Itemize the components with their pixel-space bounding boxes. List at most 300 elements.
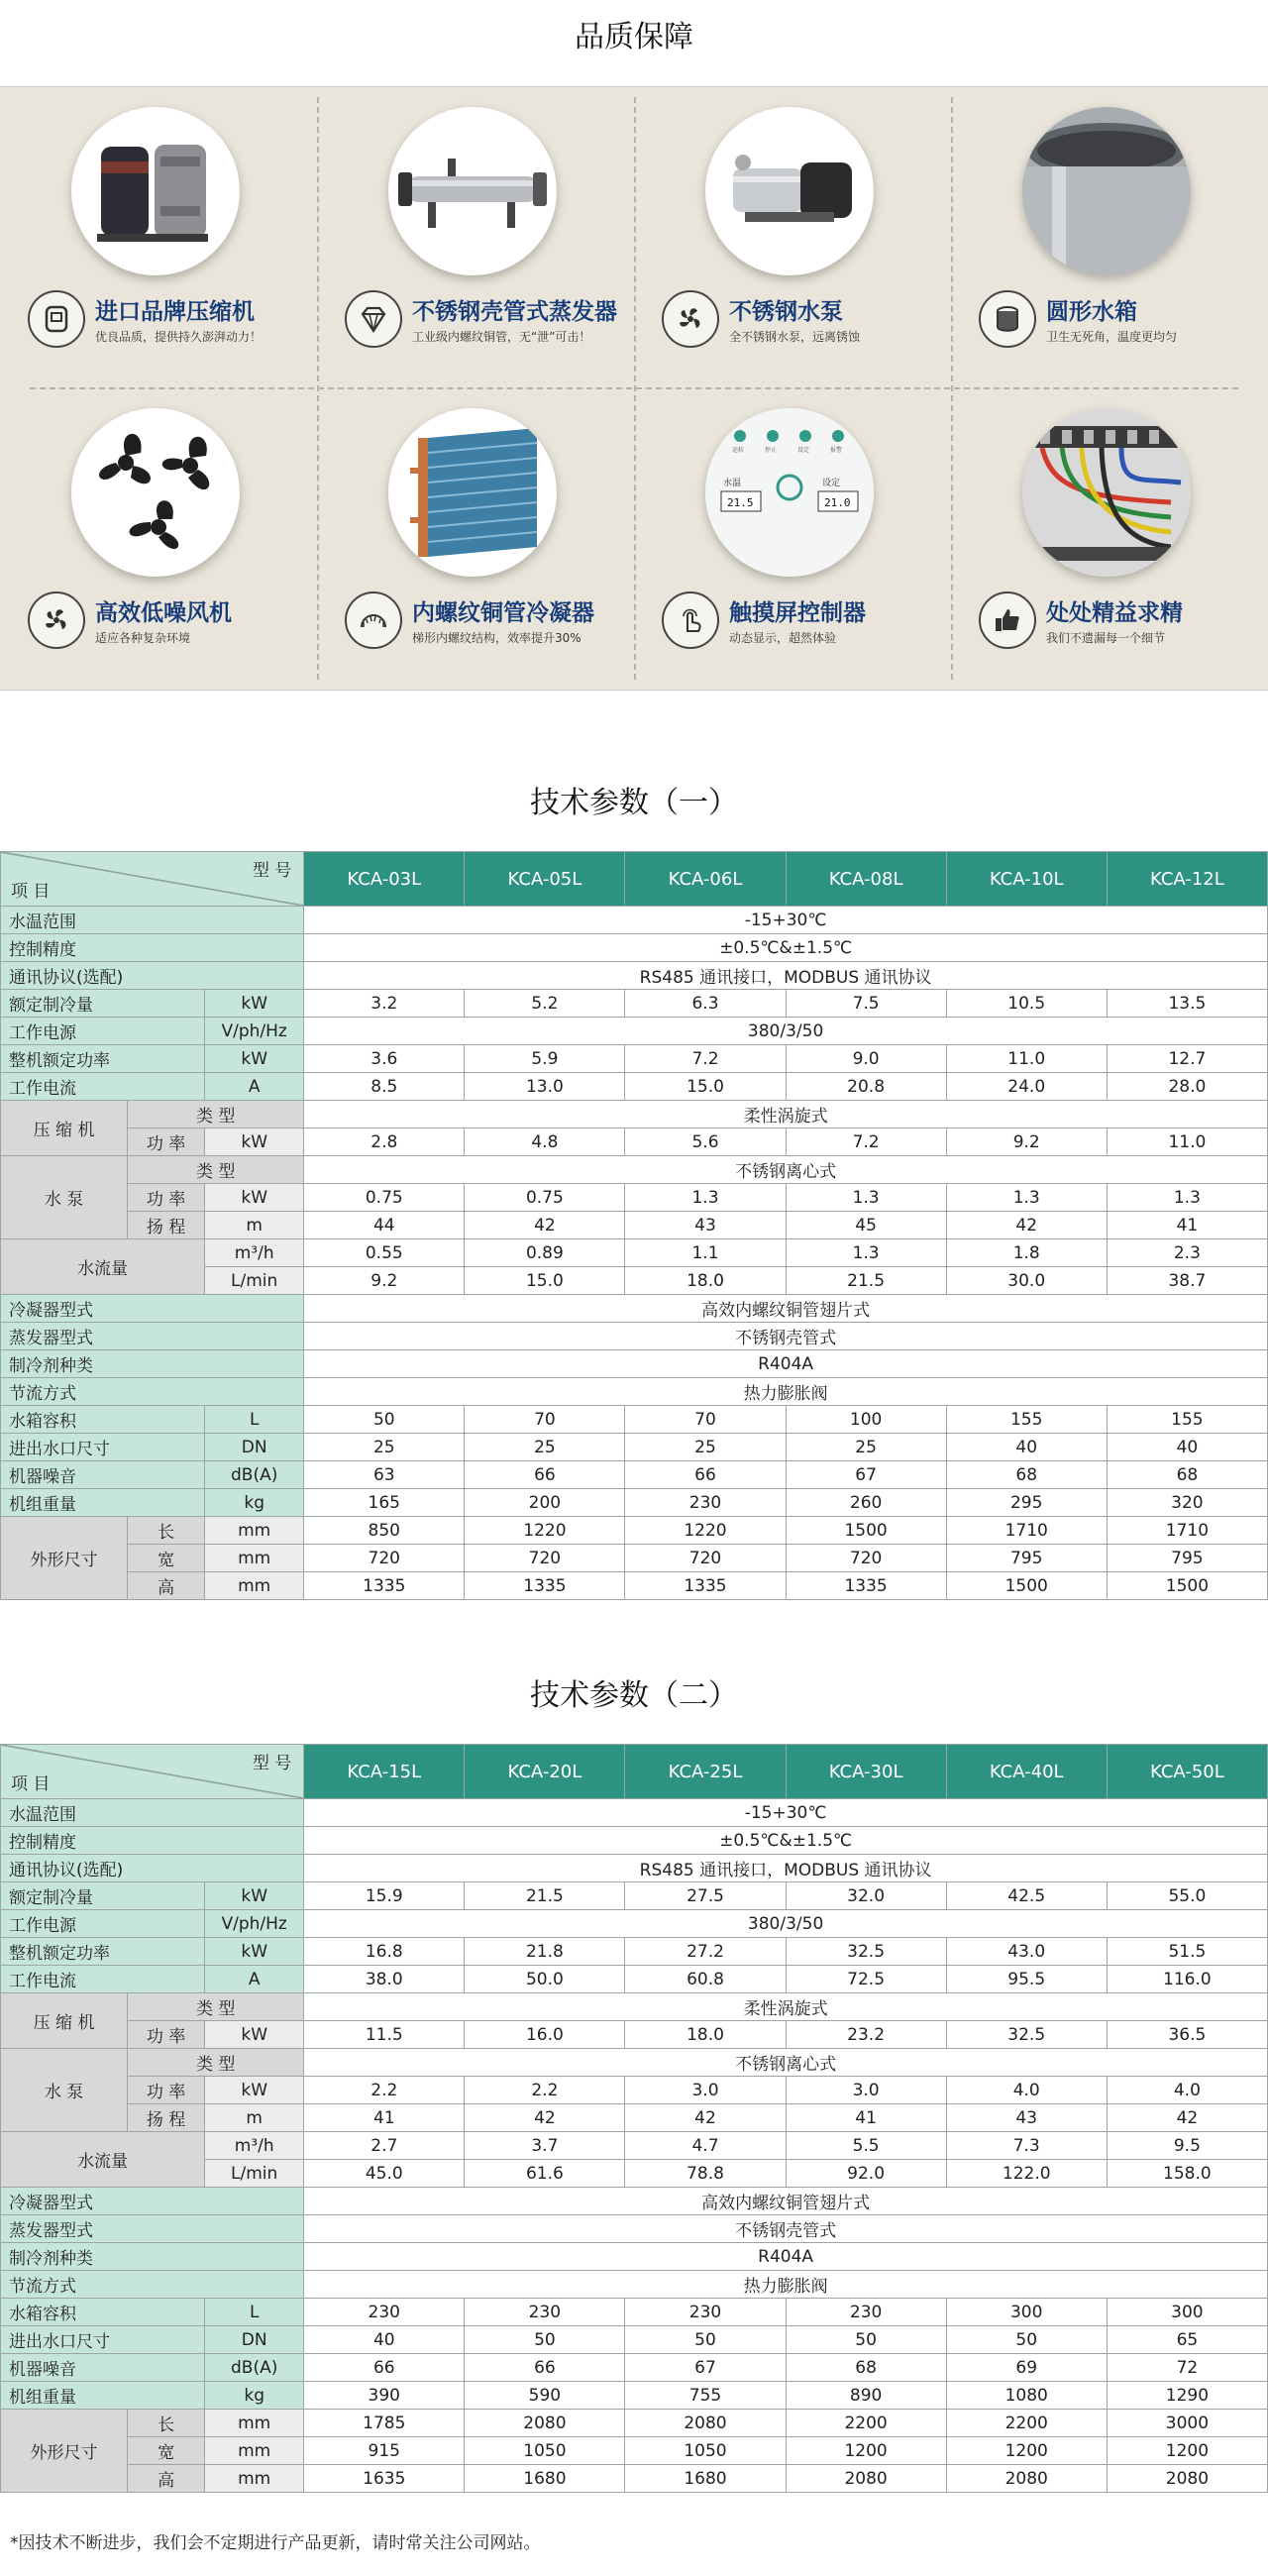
unit-cell: kW [205,1184,304,1212]
controller-button-label: 停止 [765,447,778,454]
value-cell: 25 [786,1434,946,1461]
sub-label: 高 [128,2465,205,2493]
value-cell: 4.0 [946,2077,1107,2104]
model-header-cell: KCA-05L [465,852,625,907]
value-cell: 95.5 [946,1966,1107,1993]
value-cell: 1500 [1107,1572,1267,1600]
group-label: 水流量 [1,2132,205,2188]
table-row [1,2049,1268,2077]
value-cell: 32.5 [946,2021,1107,2049]
compressor-icon [28,290,85,348]
table-row [1,1799,1268,1827]
table-row [1,1966,1268,1993]
value-cell: 1335 [786,1572,946,1600]
sub-label: 宽 [128,1545,205,1572]
value-cell: 2200 [786,2410,946,2437]
feature-compressor [0,87,317,384]
table-row [1,1910,1268,1938]
table-row [1,1572,1268,1600]
table-row [1,1350,1268,1378]
value-cell: 116.0 [1107,1966,1267,1993]
feature-desc: 我们不遗漏每一个细节 [1046,631,1166,645]
table-row [1,1461,1268,1489]
merged-value-cell: -15+30℃ [304,1799,1268,1827]
table-row [1,2271,1268,2299]
value-cell: 0.75 [304,1184,465,1212]
value-cell: 16.0 [465,2021,625,2049]
table-row [1,1434,1268,1461]
feature-tank [951,87,1268,384]
table-row [1,1406,1268,1434]
value-cell: 70 [465,1406,625,1434]
value-cell: 15.0 [625,1073,786,1101]
feature-title: 高效低噪风机 [95,600,232,626]
model-header-cell: KCA-03L [304,852,465,907]
value-cell: 155 [1107,1406,1267,1434]
value-cell: 43 [625,1212,786,1239]
feature-title: 处处精益求精 [1046,600,1183,626]
feature-desc: 动态显示，超然体验 [729,631,837,645]
item-header-label: 项 目 [11,882,51,902]
table-row [1,2021,1268,2049]
unit-cell: L [205,1406,304,1434]
table-row [1,1239,1268,1267]
value-cell: 720 [304,1545,465,1572]
value-cell: 42 [1107,2104,1267,2132]
feature-desc: 工业级内螺纹铜管，无“泄”可击！ [412,330,591,344]
unit-cell: A [205,1073,304,1101]
row-label: 控制精度 [1,1827,304,1855]
value-cell: 27.2 [625,1938,786,1966]
value-cell: 3000 [1107,2410,1267,2437]
unit-cell: mm [205,2437,304,2465]
table-row [1,1128,1268,1156]
value-cell: 1710 [1107,1517,1267,1545]
unit-cell: DN [205,2326,304,2354]
unit-cell: mm [205,2410,304,2437]
value-cell: 1680 [465,2465,625,2493]
row-label: 通讯协议(选配) [1,962,304,990]
value-cell: 28.0 [1107,1073,1267,1101]
value-cell: 1.3 [946,1184,1107,1212]
unit-cell: kg [205,1489,304,1517]
value-cell: 50 [304,1406,465,1434]
row-label: 机器噪音 [1,2354,205,2382]
controller-right-label: 设定 [822,479,841,488]
value-cell: 320 [1107,1489,1267,1517]
feature-evaporator [317,87,634,384]
value-cell: 41 [786,2104,946,2132]
merged-value-cell: 热力膨胀阀 [304,1378,1268,1406]
merged-value-cell: RS485 通讯接口，MODBUS 通讯协议 [304,962,1268,990]
value-cell: 21.8 [465,1938,625,1966]
value-cell: 2.7 [304,2132,465,2160]
row-label: 冷凝器型式 [1,2188,304,2215]
value-cell: 3.0 [786,2077,946,2104]
value-cell: 66 [304,2354,465,2382]
unit-cell: kW [205,2021,304,2049]
value-cell: 9.2 [304,1267,465,1295]
diamond-icon [345,290,402,348]
value-cell: 32.0 [786,1882,946,1910]
value-cell: 9.0 [786,1045,946,1073]
value-cell: 12.7 [1107,1045,1267,1073]
value-cell: 7.2 [625,1045,786,1073]
merged-value-cell: 不锈钢壳管式 [304,1323,1268,1350]
value-cell: 68 [1107,1461,1267,1489]
merged-value-cell: 不锈钢壳管式 [304,2215,1268,2243]
table-row [1,1323,1268,1350]
value-cell: 32.5 [786,1938,946,1966]
value-cell: 1.3 [786,1239,946,1267]
value-cell: 1220 [625,1517,786,1545]
value-cell: 21.5 [465,1882,625,1910]
row-label: 水箱容积 [1,1406,205,1434]
value-cell: 1050 [465,2437,625,2465]
table-row [1,1212,1268,1239]
value-cell: 7.5 [786,990,946,1018]
row-label: 机器噪音 [1,1461,205,1489]
tank-icon [979,290,1036,348]
value-cell: 100 [786,1406,946,1434]
quality-panel [0,86,1268,691]
value-cell: 850 [304,1517,465,1545]
value-cell: 1.3 [625,1184,786,1212]
merged-value-cell: 不锈钢离心式 [304,2049,1268,2077]
value-cell: 30.0 [946,1267,1107,1295]
value-cell: 78.8 [625,2160,786,2188]
value-cell: 40 [304,2326,465,2354]
unit-cell: mm [205,2465,304,2493]
value-cell: 1050 [625,2437,786,2465]
feature-desc: 梯形内螺纹结构，效率提升30% [412,631,581,645]
table-row [1,1517,1268,1545]
value-cell: 43.0 [946,1938,1107,1966]
value-cell: 92.0 [786,2160,946,2188]
table-row [1,962,1268,990]
group-label: 压 缩 机 [1,1993,128,2049]
feature-desc: 卫生无死角，温度更均匀 [1046,330,1178,344]
thumbs-up-icon [979,591,1036,649]
value-cell: 25 [304,1434,465,1461]
merged-value-cell: ±0.5℃&±1.5℃ [304,934,1268,962]
merged-value-cell: 高效内螺纹铜管翅片式 [304,1295,1268,1323]
unit-cell: L [205,2299,304,2326]
value-cell: 66 [465,2354,625,2382]
sub-label: 功 率 [128,1128,205,1156]
controller-button-label: 运转 [732,447,745,454]
unit-cell: m [205,1212,304,1239]
value-cell: 4.8 [465,1128,625,1156]
model-header-cell: KCA-08L [786,852,946,907]
group-label: 水 泵 [1,2049,128,2132]
value-cell: 300 [946,2299,1107,2326]
value-cell: 0.55 [304,1239,465,1267]
value-cell: 20.8 [786,1073,946,1101]
spec-table-2 [0,1744,1268,2493]
row-label: 工作电流 [1,1966,205,1993]
value-cell: 165 [304,1489,465,1517]
value-cell: 230 [625,1489,786,1517]
unit-cell: DN [205,1434,304,1461]
value-cell: 1785 [304,2410,465,2437]
value-cell: 51.5 [1107,1938,1267,1966]
row-label: 额定制冷量 [1,1882,205,1910]
value-cell: 9.2 [946,1128,1107,1156]
footnote: *因技术不断进步，我们会不定期进行产品更新，请时常关注公司网站。 [10,2533,541,2553]
merged-value-cell: ±0.5℃&±1.5℃ [304,1827,1268,1855]
value-cell: 5.6 [625,1128,786,1156]
table-row [1,1073,1268,1101]
value-cell: 60.8 [625,1966,786,1993]
value-cell: 41 [1107,1212,1267,1239]
merged-value-cell: 高效内螺纹铜管翅片式 [304,2188,1268,2215]
value-cell: 2080 [1107,2465,1267,2493]
unit-cell: mm [205,1572,304,1600]
table-row [1,1545,1268,1572]
row-label: 通讯协议(选配) [1,1855,304,1882]
value-cell: 15.9 [304,1882,465,1910]
merged-value-cell: R404A [304,2243,1268,2271]
merged-value-cell: 柔性涡旋式 [304,1993,1268,2021]
merged-value-cell: 柔性涡旋式 [304,1101,1268,1128]
model-header-cell: KCA-30L [786,1745,946,1799]
feature-controller [634,388,951,686]
sub-label: 长 [128,1517,205,1545]
table-row [1,1101,1268,1128]
sub-label: 类 型 [128,2049,304,2077]
value-cell: 3.7 [465,2132,625,2160]
value-cell: 8.5 [304,1073,465,1101]
table-row [1,2104,1268,2132]
model-header-cell: KCA-12L [1107,852,1267,907]
table-corner-cell [1,852,304,907]
value-cell: 1200 [786,2437,946,2465]
value-cell: 1335 [625,1572,786,1600]
value-cell: 61.6 [465,2160,625,2188]
value-cell: 1220 [465,1517,625,1545]
value-cell: 1200 [1107,2437,1267,2465]
value-cell: 5.9 [465,1045,625,1073]
value-cell: 25 [465,1434,625,1461]
unit-cell: L/min [205,1267,304,1295]
value-cell: 11.5 [304,2021,465,2049]
model-header-label: 型 号 [252,861,292,881]
value-cell: 915 [304,2437,465,2465]
table-row [1,1993,1268,2021]
merged-value-cell: 380/3/50 [304,1018,1268,1045]
unit-cell: mm [205,1545,304,1572]
model-header-cell: KCA-40L [946,1745,1107,1799]
model-header-cell: KCA-15L [304,1745,465,1799]
value-cell: 42 [625,2104,786,2132]
value-cell: 66 [625,1461,786,1489]
feature-details [951,388,1268,686]
feature-fan [0,388,317,686]
feature-pump [634,87,951,384]
row-label: 工作电流 [1,1073,205,1101]
unit-cell: m³/h [205,2132,304,2160]
unit-cell: kW [205,2077,304,2104]
value-cell: 1.3 [1107,1184,1267,1212]
value-cell: 41 [304,2104,465,2132]
feature-title: 圆形水箱 [1046,299,1137,325]
value-cell: 4.7 [625,2132,786,2160]
value-cell: 38.0 [304,1966,465,1993]
value-cell: 1500 [946,1572,1107,1600]
value-cell: 590 [465,2382,625,2410]
value-cell: 23.2 [786,2021,946,2049]
unit-cell: V/ph/Hz [205,1018,304,1045]
wiring-photo [1022,408,1191,577]
row-label: 节流方式 [1,2271,304,2299]
value-cell: 36.5 [1107,2021,1267,2049]
value-cell: 1500 [786,1517,946,1545]
value-cell: 720 [625,1545,786,1572]
feature-title: 内螺纹铜管冷凝器 [412,600,594,626]
value-cell: 44 [304,1212,465,1239]
value-cell: 230 [304,2299,465,2326]
unit-cell: L/min [205,2160,304,2188]
value-cell: 230 [625,2299,786,2326]
thread-icon [345,591,402,649]
value-cell: 11.0 [946,1045,1107,1073]
value-cell: 0.89 [465,1239,625,1267]
table-row [1,1827,1268,1855]
value-cell: 260 [786,1489,946,1517]
sub-label: 类 型 [128,1101,304,1128]
value-cell: 795 [1107,1545,1267,1572]
value-cell: 27.5 [625,1882,786,1910]
value-cell: 720 [786,1545,946,1572]
value-cell: 1335 [465,1572,625,1600]
table-row [1,1882,1268,1910]
model-header-cell: KCA-25L [625,1745,786,1799]
value-cell: 3.0 [625,2077,786,2104]
value-cell: 66 [465,1461,625,1489]
fan-icon [662,290,719,348]
merged-value-cell: RS485 通讯接口，MODBUS 通讯协议 [304,1855,1268,1882]
value-cell: 42 [465,1212,625,1239]
group-label: 外形尺寸 [1,1517,128,1600]
table-row [1,2410,1268,2437]
value-cell: 13.0 [465,1073,625,1101]
value-cell: 1.3 [786,1184,946,1212]
sub-label: 功 率 [128,2021,205,2049]
sub-label: 功 率 [128,1184,205,1212]
controller-left-value: 21.5 [727,496,754,509]
value-cell: 50.0 [465,1966,625,1993]
group-label: 外形尺寸 [1,2410,128,2493]
controller-button-label: 设定 [797,447,810,454]
table-row [1,2326,1268,2354]
value-cell: 15.0 [465,1267,625,1295]
table-row [1,1938,1268,1966]
table-row [1,1184,1268,1212]
unit-cell: kW [205,1128,304,1156]
table-row [1,1378,1268,1406]
value-cell: 13.5 [1107,990,1267,1018]
controller-photo [705,408,874,577]
value-cell: 0.75 [465,1184,625,1212]
row-label: 制冷剂种类 [1,2243,304,2271]
controller-right-value: 21.0 [824,496,851,509]
sub-label: 扬 程 [128,1212,205,1239]
table-row [1,1018,1268,1045]
value-cell: 63 [304,1461,465,1489]
touch-icon [662,591,719,649]
spec-table-1 [0,851,1268,1600]
table-row [1,934,1268,962]
sub-label: 类 型 [128,1156,304,1184]
table-row [1,2437,1268,2465]
value-cell: 1.8 [946,1239,1107,1267]
value-cell: 158.0 [1107,2160,1267,2188]
value-cell: 1680 [625,2465,786,2493]
value-cell: 10.5 [946,990,1107,1018]
value-cell: 1710 [946,1517,1107,1545]
table-row [1,1156,1268,1184]
value-cell: 2080 [946,2465,1107,2493]
value-cell: 50 [786,2326,946,2354]
unit-cell: kW [205,990,304,1018]
row-label: 蒸发器型式 [1,2215,304,2243]
table-row [1,1489,1268,1517]
value-cell: 5.5 [786,2132,946,2160]
feature-title: 触摸屏控制器 [729,600,866,626]
value-cell: 67 [786,1461,946,1489]
table-row [1,1295,1268,1323]
value-cell: 795 [946,1545,1107,1572]
row-label: 冷凝器型式 [1,1295,304,1323]
table-header-row [1,1745,1268,1799]
value-cell: 72.5 [786,1966,946,1993]
value-cell: 55.0 [1107,1882,1267,1910]
row-label: 水温范围 [1,907,304,934]
row-label: 控制精度 [1,934,304,962]
unit-cell: kW [205,1938,304,1966]
value-cell: 25 [625,1434,786,1461]
value-cell: 2.3 [1107,1239,1267,1267]
merged-value-cell: 不锈钢离心式 [304,1156,1268,1184]
value-cell: 2080 [625,2410,786,2437]
value-cell: 200 [465,1489,625,1517]
table-row [1,2215,1268,2243]
value-cell: 18.0 [625,1267,786,1295]
sub-label: 功 率 [128,2077,205,2104]
value-cell: 68 [786,2354,946,2382]
model-header-cell: KCA-20L [465,1745,625,1799]
value-cell: 50 [946,2326,1107,2354]
value-cell: 6.3 [625,990,786,1018]
unit-cell: m [205,2104,304,2132]
row-label: 工作电源 [1,1018,205,1045]
group-label: 水 泵 [1,1156,128,1239]
table-row [1,2188,1268,2215]
row-label: 工作电源 [1,1910,205,1938]
value-cell: 890 [786,2382,946,2410]
value-cell: 70 [625,1406,786,1434]
model-header-cell: KCA-50L [1107,1745,1267,1799]
value-cell: 155 [946,1406,1107,1434]
unit-cell: V/ph/Hz [205,1910,304,1938]
row-label: 整机额定功率 [1,1938,205,1966]
table-corner-cell [1,1745,304,1799]
value-cell: 2200 [946,2410,1107,2437]
row-label: 额定制冷量 [1,990,205,1018]
sub-label: 高 [128,1572,205,1600]
value-cell: 122.0 [946,2160,1107,2188]
